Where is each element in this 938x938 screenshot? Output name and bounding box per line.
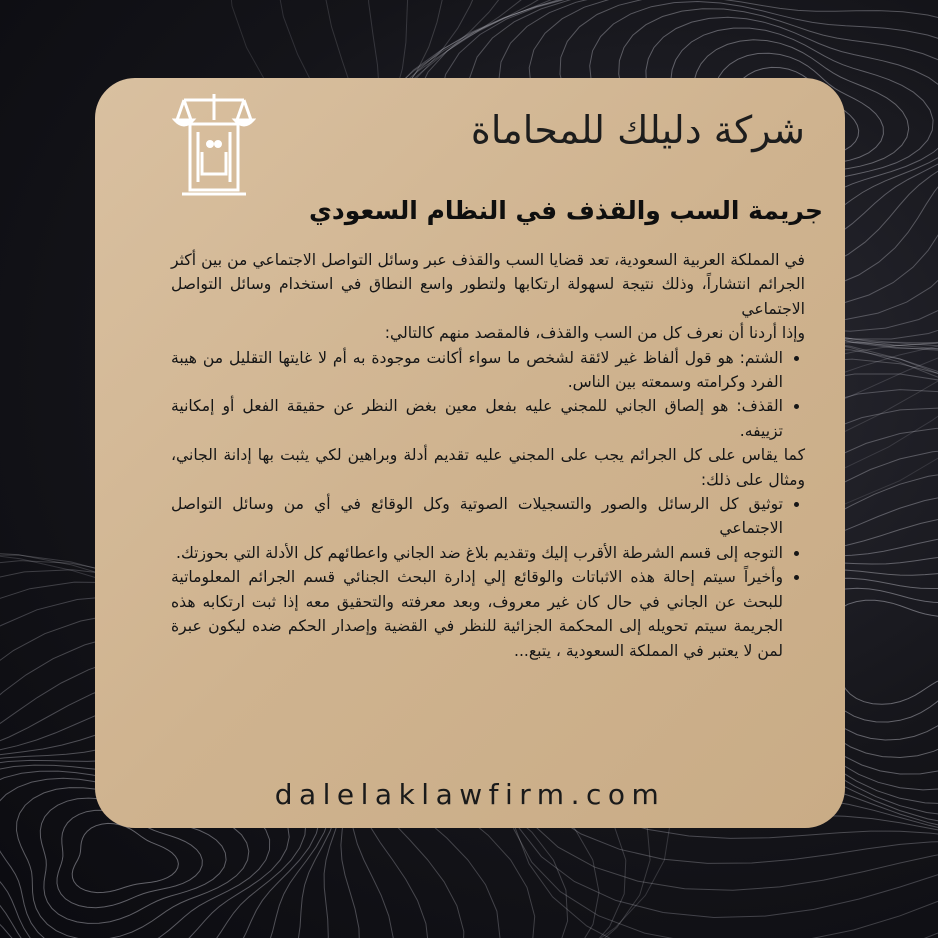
background-wave-line (830, 600, 938, 704)
definitions-lead: وإذا أردنا أن نعرف كل من السب والقذف، فالمقصد منهم كالتالي: (384, 324, 805, 343)
article-body (171, 248, 805, 663)
article-headline: جريمة السب والقذف في النظام السعودي (308, 196, 823, 225)
steps-list (171, 492, 805, 663)
intro-paragraph: في المملكة العربية السعودية، تعد قضايا السب والقذف عبر وسائل التواصل الاجتماعي من بين أكثر الجرائم انتشاراً، وذلك نتيجة لسهولة ارتكابها ولتطور واسع النطاق في استخدام وسائل التواصل الاجتماعي (171, 251, 805, 318)
list-item: • الشتم: هو قول ألفاظ غير لائقة لشخص ما سواء أكانت موجودة به أم لا غايتها التقليل من هيبة الفرد وكرامته وسمعته بين الناس. (171, 346, 783, 395)
scales-of-justice-logo-icon (172, 90, 256, 198)
list-item: • توثيق كل الرسائل والصور والتسجيلات الصوتية وكل الوقائع في أي من وسائل التواصل الاجتماعي (171, 492, 783, 541)
definitions-list (171, 346, 805, 444)
website-url: dalelaklawfirm.com (274, 778, 666, 811)
evidence-lead: كما يقاس على كل الجرائم يجب على المجني عليه تقديم أدلة وبراهين لكي يثبت بها إدانة الجاني، ومثال على ذلك: (171, 446, 805, 489)
list-item: • القذف: هو إلصاق الجاني للمجني عليه بفعل معين بغض النظر عن حقيقة الفعل أو إمكانية تزييفه. (171, 394, 783, 443)
list-item: • وأخيراً سيتم إحالة هذه الاثباتات والوقائع إلي إدارة البحث الجنائي قسم الجرائم المعلوماتية للبحث عن الجاني في حال كان غير معروف، وبعد معرفته والتحقيق معه إذا ثبت ارتكابه هذه الجريمة سيتم تحويله إلى المحكمة الجزائية للنظر في القضية وإصدار الحكم ضده ليكون عبرة لمن لا يعتبر في المملكة السعودية ، يتبع... (171, 565, 783, 663)
list-item: • التوجه إلى قسم الشرطة الأقرب إليك وتقديم بلاغ ضد الجاني واعطائهم كل الأدلة التي بحوزتك. (171, 541, 783, 565)
company-name: شركة دليلك للمحاماة (470, 108, 805, 152)
info-card (95, 78, 845, 828)
